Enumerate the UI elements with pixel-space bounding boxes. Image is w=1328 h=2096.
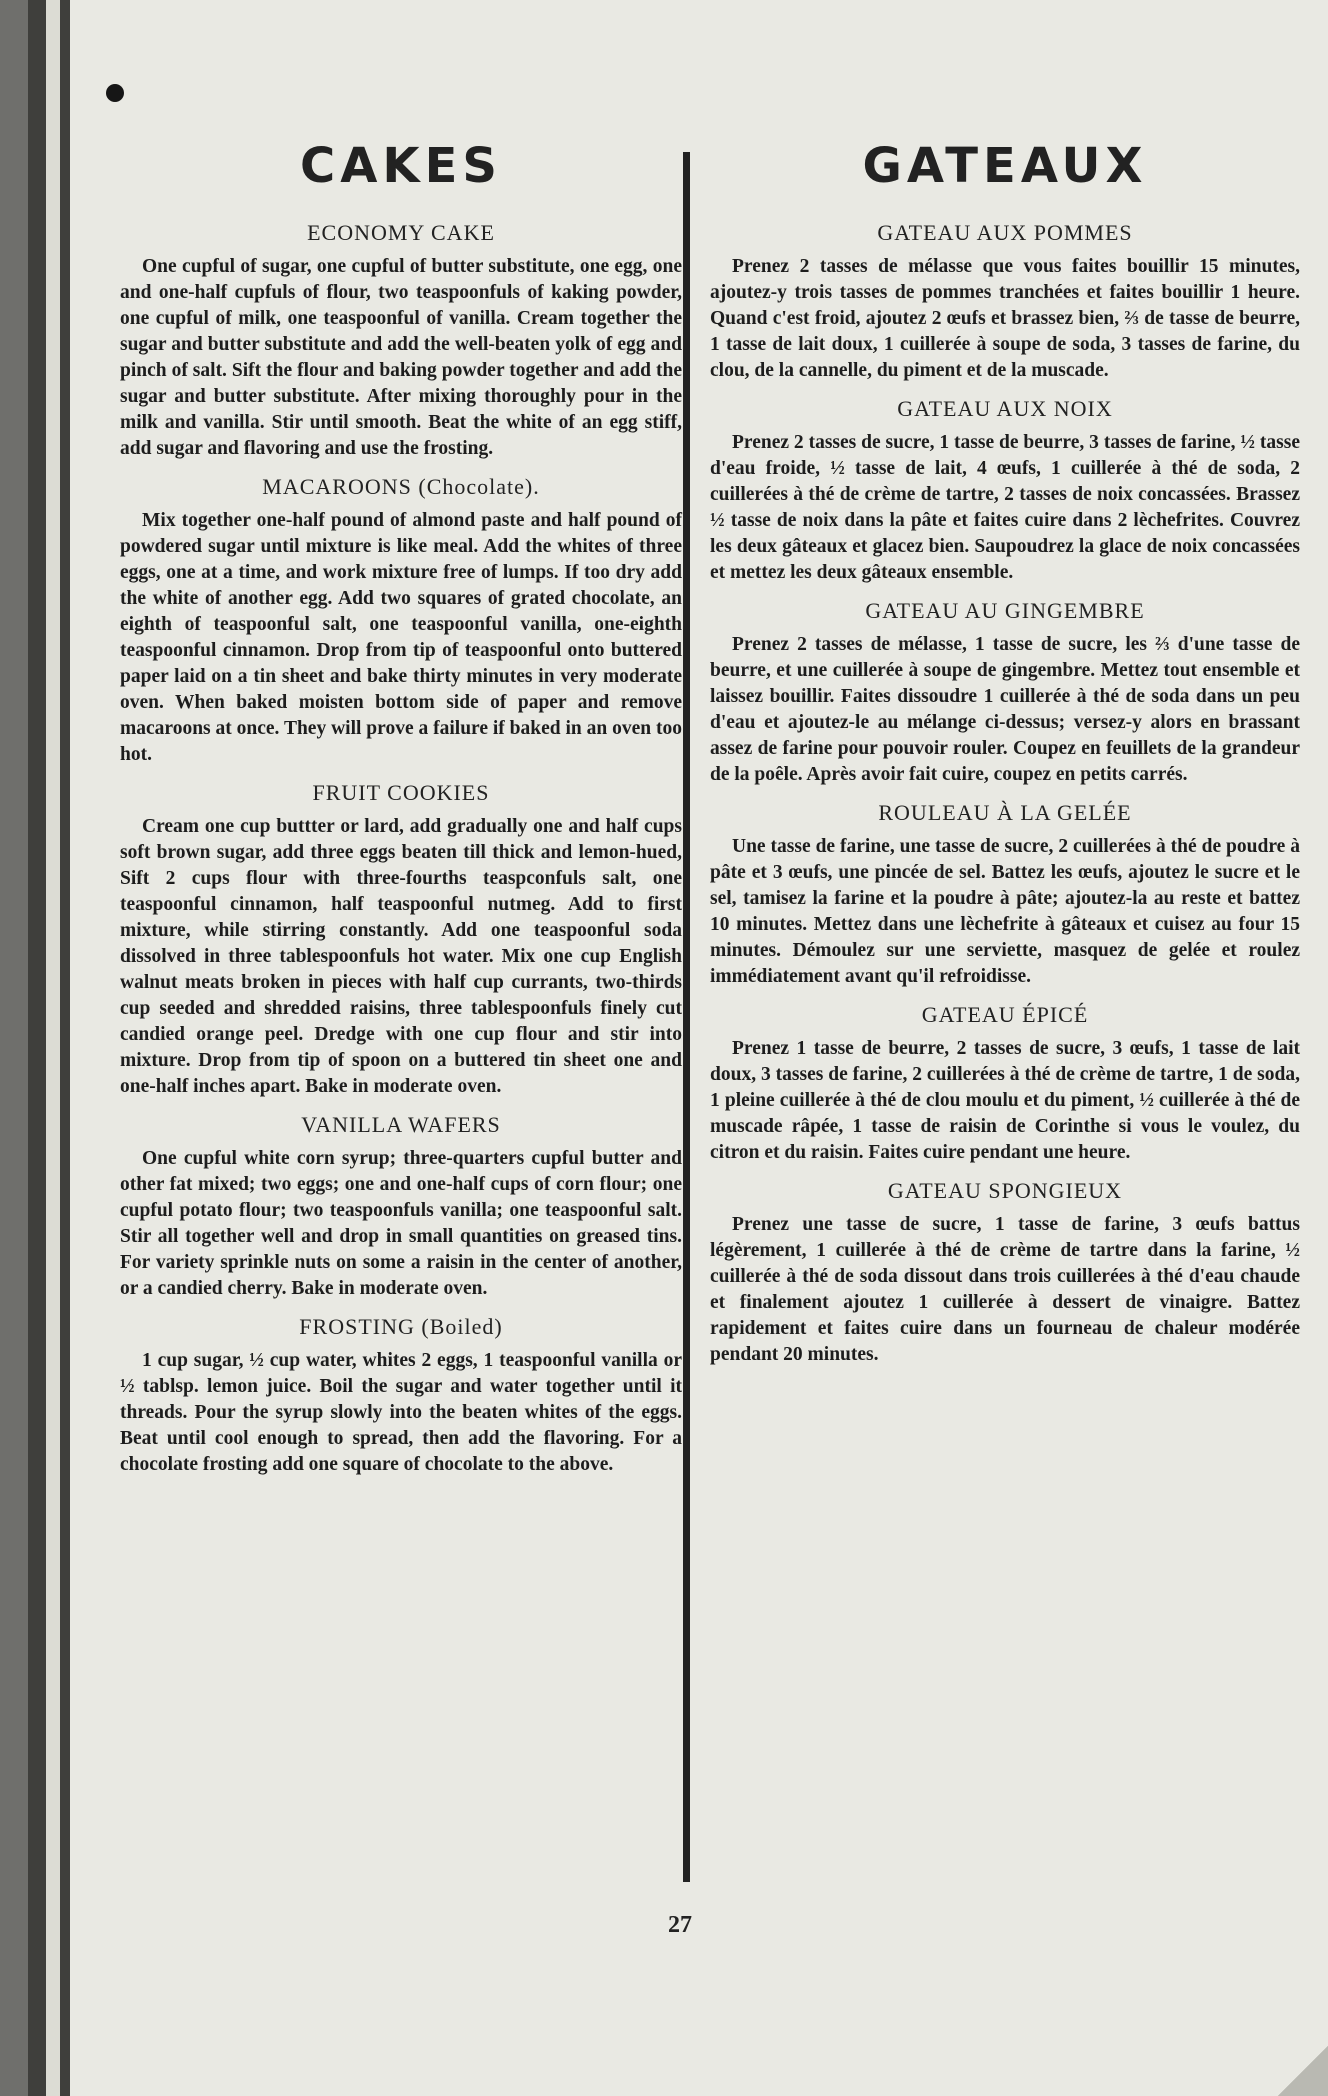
recipe-heading: VANILLA WAFERS bbox=[301, 1112, 501, 1137]
page-corner-fold bbox=[1278, 2046, 1328, 2096]
recipe-body: Prenez 2 tasses de mélasse, 1 tasse de sucre, les ⅔ d'une tasse de beurre, et une cuillerée à soupe de gingembre. Mettez tout ensemble et laissez bouillir. Faites dissoudre 1 cuillerée à thé de soda dans un peu d'eau et ajoutez-le au mélange ci-dessus; versez-y alors en brassant assez de farine pour pouvoir rouler. Coupez en feuillets de la grandeur de la poêle. Après avoir fait cuire, coupez en petits carrés. bbox=[710, 634, 1300, 785]
recipe-body: Prenez une tasse de sucre, 1 tasse de farine, 3 œufs battus légèrement, 1 cuillerée à thé de crème de tartre dans la farine, ½ cuillerée à thé de soda dissout dans trois cuillerées à thé d'eau chaude et finalement ajoutez 1 cuillerée à dessert de vinaigre. Battez rapidement et faites cuire dans un fourneau de chaleur modérée pendant 20 minutes. bbox=[710, 1214, 1300, 1365]
recipe-body: One cupful of sugar, one cupful of butter substitute, one egg, one and one-half cupfuls of flour, two teaspoonfuls of kaking powder, one cupful of milk, one teaspoonful of vanilla. Cream together the sugar and butter substitute and add the well-beaten yolk of egg and pinch of salt. Sift the flour and baking powder together and add the sugar and butter substitute. After mixing thoroughly pour in the milk and vanilla. Stir until smooth. Beat the white of an egg stiff, add sugar and flavoring and use the frosting. bbox=[120, 256, 682, 459]
recipe-body: Prenez 2 tasses de mélasse que vous faites bouillir 15 minutes, ajoutez-y trois tasses de pommes tranchées et faites bouillir 1 heure. Quand c'est froid, ajoutez 2 œufs et brassez bien, ⅔ de tasse de beurre, 1 tasse de lait doux, 1 cuillerée à soupe de soda, 3 tasses de farine, du clou, de la cannelle, du piment et de la muscade. bbox=[710, 256, 1300, 381]
binding-edge bbox=[46, 0, 60, 2096]
recipe-body: Une tasse de farine, une tasse de sucre, 2 cuillerées à thé de poudre à pâte et 3 œufs, une pincée de sel. Battez les œufs, ajoutez le sucre et le sel, tamisez la farine et la poudre à pâte; ajoutez-la au reste et battez 10 minutes. Mettez dans une lèchefrite à gâteaux et cuisez au four 15 minutes. Démoulez sur une serviette, masquez de gelée et roulez immédiatement avant qu'il refroidisse. bbox=[710, 836, 1300, 987]
recipe-body: Cream one cup buttter or lard, add gradually one and half cups soft brown sugar, add three eggs beaten till thick and lemon-hued, Sift 2 cups flour with three-fourths teaspconfuls salt, one teaspoonful cinnamon, half teaspoonful nutmeg. Add to first mixture, while stirring constantly. Add one teaspoonful soda dissolved in three tablespoonfuls hot water. Mix one cup English walnut meats broken in pieces with half cup currants, two-thirds cup seeded and shredded raisins, three tablespoonfuls finely cut candied orange peel. Dredge with one cup flour and stir into mixture. Drop from tip of spoon on a buttered tin sheet one and one-half inches apart. Bake in moderate oven. bbox=[120, 816, 682, 1097]
recipe-heading: GATEAU AUX NOIX bbox=[897, 396, 1113, 421]
recipe-heading: MACAROONS (Chocolate). bbox=[262, 474, 540, 499]
recipe-body: Prenez 1 tasse de beurre, 2 tasses de sucre, 3 œufs, 1 tasse de lait doux, 3 tasses de farine, 2 cuillerées à thé de crème de tartre, 1 de soda, 1 pleine cuillerée à thé de clou moulu et du piment, ½ cuillerée à thé de muscade râpée, 1 tasse de raisin de Corinthe si vous le voulez, du citron et du raisin. Faites cuire pendant une heure. bbox=[710, 1038, 1300, 1163]
recipe-heading: FRUIT COOKIES bbox=[312, 780, 490, 805]
recipe-body: 1 cup sugar, ½ cup water, whites 2 eggs, 1 teaspoonful vanilla or ½ tablsp. lemon juice. Boil the sugar and water together until it threads. Pour the syrup slowly into the beaten whites of the eggs. Beat until cool enough to spread, then add the flavoring. For a chocolate frosting add one square of chocolate to the above. bbox=[120, 1350, 682, 1475]
recipe-heading: GATEAU SPONGIEUX bbox=[887, 1178, 1123, 1203]
column-divider bbox=[683, 152, 690, 1882]
recipe-heading: ECONOMY CAKE bbox=[307, 220, 495, 245]
recipe-heading: ROULEAU À LA GELÉE bbox=[878, 800, 1132, 825]
recipe-heading: FROSTING (Boiled) bbox=[299, 1314, 503, 1339]
column-title-gateaux: GATEAUX bbox=[862, 138, 1148, 194]
left-column bbox=[120, 138, 682, 1484]
recipe-body: Mix together one-half pound of almond paste and half pound of powdered sugar until mixture is like meal. Add the whites of three eggs, one at a time, and work mixture free of lumps. If too dry add the white of another egg. Add two squares of grated chocolate, an eighth of teaspoonful salt, one teaspoonful vanilla, one-eighth teaspoonful cinnamon. Drop from tip of teaspoonful onto buttered paper laid on a tin sheet and bake thirty minutes in very moderate oven. When baked moisten bottom side of paper and remove macaroons at once. They will prove a failure if baked in an oven too hot. bbox=[120, 510, 682, 765]
punch-hole bbox=[106, 84, 124, 102]
book-page bbox=[28, 0, 1328, 2096]
recipe-body: One cupful white corn syrup; three-quarters cupful butter and other fat mixed; two eggs; one and one-half cups of corn flour; one cupful potato flour; two teaspoonfuls vanilla; one teaspoonful salt. Stir all together well and drop in small quantities on greased tins. For variety sprinkle nuts on some a raisin in the center of another, or a candied cherry. Bake in moderate oven. bbox=[120, 1148, 682, 1299]
column-title-cakes: CAKES bbox=[300, 138, 502, 194]
recipe-heading: GATEAU AU GINGEMBRE bbox=[865, 598, 1145, 623]
page-number: 27 bbox=[668, 1912, 692, 1938]
right-column bbox=[710, 138, 1300, 1374]
recipe-body: Prenez 2 tasses de sucre, 1 tasse de beurre, 3 tasses de farine, ½ tasse d'eau froide, ½ tasse de lait, 4 œufs, 1 cuillerée à thé de soda, 2 cuillerées à thé de crème de tartre, 2 tasses de noix concassées. Brassez ½ tasse de noix dans la pâte et faites cuire dans 2 lèchefrites. Couvrez les deux gâteaux et glacez bien. Saupoudrez la glace de noix concassées et mettez les deux gâteaux ensemble. bbox=[710, 432, 1300, 583]
recipe-heading: GATEAU ÉPICÉ bbox=[921, 1002, 1089, 1027]
recipe-heading: GATEAU AUX POMMES bbox=[877, 220, 1133, 245]
